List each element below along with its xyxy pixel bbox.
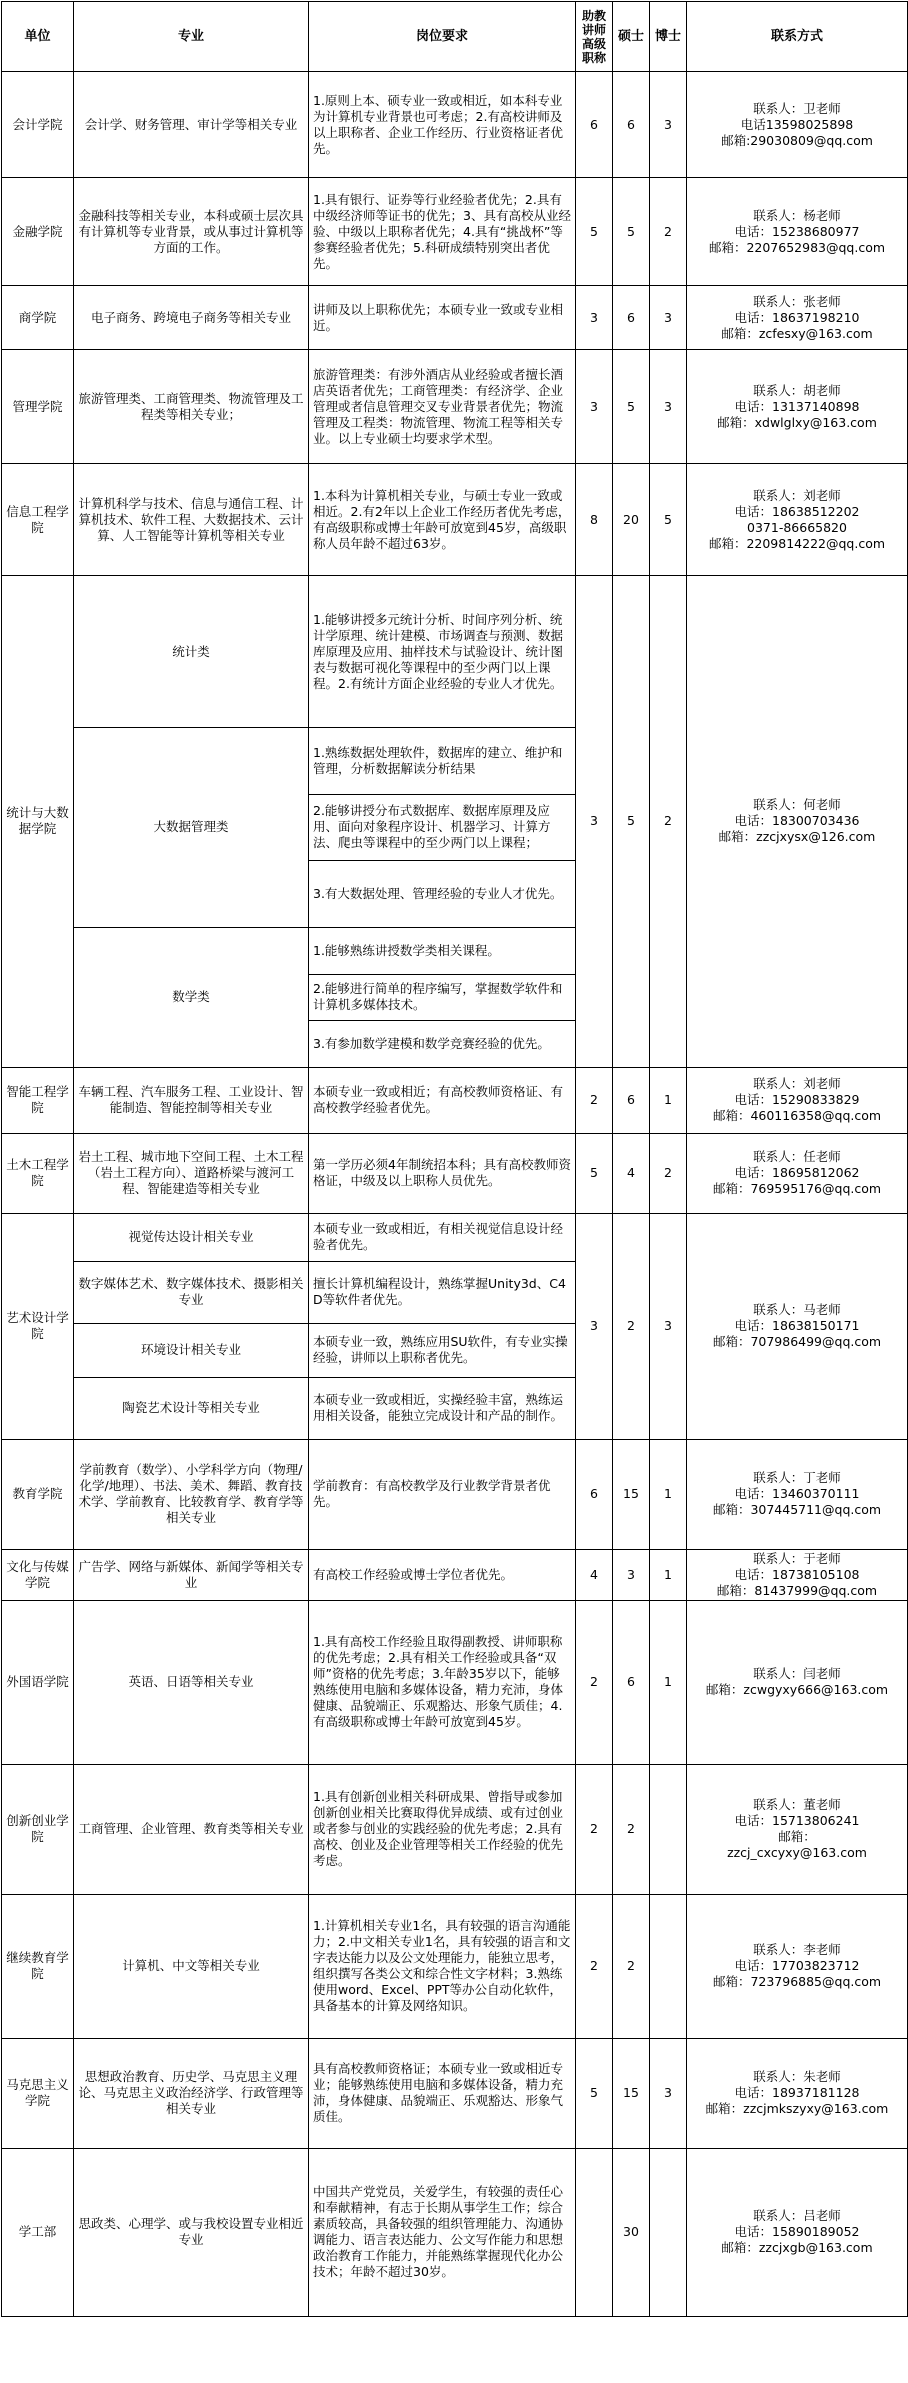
master-count-cell: 6 xyxy=(613,1067,650,1133)
major-cell: 工商管理、企业管理、教育类等相关专业 xyxy=(74,1764,309,1894)
header-major: 专业 xyxy=(74,2,309,72)
phd-count-cell: 2 xyxy=(650,178,687,286)
phd-count-cell: 1 xyxy=(650,1549,687,1600)
requirements-cell: 2.能够进行简单的程序编写，掌握数学软件和计算机多媒体技术。 xyxy=(309,974,576,1021)
phd-count-cell: 1 xyxy=(650,1600,687,1764)
major-cell: 英语、日语等相关专业 xyxy=(74,1600,309,1764)
contact-line: 电话：15713806241 xyxy=(734,1813,860,1829)
requirements-cell: 1.原则上本、硕专业一致或相近，如本科专业为计算机专业背景也可考虑；2.有高校讲师及以上职称者、企业工作经历、行业资格证者优先。 xyxy=(309,72,576,178)
phd-count-cell xyxy=(650,1764,687,1894)
contact-line: 邮箱：307445711@qq.com xyxy=(712,1502,882,1518)
lecturer-count-cell: 2 xyxy=(576,1764,613,1894)
contact-line: 邮箱：xdwlglxy@163.com xyxy=(717,414,877,430)
requirements-cell: 旅游管理类：有涉外酒店从业经验或者擅长酒店英语者优先；工商管理类：有经济学、企业管理或者信息管理交叉专业背景者优先；物流管理及工程类：物流管理、物流工程等相关专业。以上专业硕士均要求学术型。 xyxy=(309,350,576,464)
contact-line: 电话：18637198210 xyxy=(734,309,860,325)
lecturer-count-cell xyxy=(576,2148,613,2316)
recruitment-table xyxy=(1,1,908,2317)
header-lecturer: 助教讲师高级职称 xyxy=(576,2,613,72)
master-count-cell: 6 xyxy=(613,1600,650,1764)
unit-cell: 外国语学院 xyxy=(2,1600,74,1764)
contact-line: 邮箱：zcwgyxy666@163.com xyxy=(705,1682,889,1698)
major-cell: 车辆工程、汽车服务工程、工业设计、智能制造、智能控制等相关专业 xyxy=(74,1067,309,1133)
contact-line: 邮箱：zcfesxy@163.com xyxy=(721,325,873,341)
contact-line: 邮箱：723796885@qq.com xyxy=(712,1974,882,1990)
table-row xyxy=(2,464,908,576)
requirements-cell: 本硕专业一致或相近，实操经验丰富，熟练运用相关设备，能独立完成设计和产品的制作。 xyxy=(309,1377,576,1439)
requirements-cell: 本硕专业一致，熟练应用SU软件，有专业实操经验，讲师以上职称者优先。 xyxy=(309,1323,576,1377)
unit-cell: 土木工程学院 xyxy=(2,1133,74,1213)
contact-line: 邮箱：zzcjxgb@163.com xyxy=(721,2240,873,2256)
lecturer-count-cell: 2 xyxy=(576,1894,613,2038)
contact-line: 邮箱：2209814222@qq.com xyxy=(708,535,886,551)
table-row xyxy=(2,1764,908,1894)
contact-cell xyxy=(687,178,908,286)
contact-line: 电话：15290833829 xyxy=(734,1092,860,1108)
unit-cell: 学工部 xyxy=(2,2148,74,2316)
major-cell: 数学类 xyxy=(74,927,309,1067)
contact-line: 电话：15238680977 xyxy=(734,223,860,239)
unit-cell: 会计学院 xyxy=(2,72,74,178)
contact-line: 邮箱：2207652983@qq.com xyxy=(708,239,886,255)
contact-line: 联系人：吕老师 xyxy=(753,2208,841,2224)
lecturer-count-cell: 5 xyxy=(576,2038,613,2148)
contact-line: 0371-86665820 xyxy=(747,519,847,535)
requirements-cell: 本硕专业一致或相近；有高校教师资格证、有高校教学经验者优先。 xyxy=(309,1067,576,1133)
table-row xyxy=(2,576,908,728)
contact-line: 邮箱：707986499@qq.com xyxy=(712,1334,882,1350)
major-cell: 计算机、中文等相关专业 xyxy=(74,1894,309,2038)
major-cell: 广告学、网络与新媒体、新闻学等相关专业 xyxy=(74,1549,309,1600)
major-cell: 大数据管理类 xyxy=(74,728,309,928)
contact-line: 联系人：李老师 xyxy=(753,1942,841,1958)
contact-cell xyxy=(687,464,908,576)
contact-line: 联系人：于老师 xyxy=(753,1550,841,1566)
master-count-cell: 6 xyxy=(613,286,650,350)
requirements-cell: 1.具有银行、证券等行业经验者优先；2.具有中级经济师等证书的优先；3、具有高校从业经验、中级以上职称者优先；4.具有“挑战杯”等参赛经验者优先；5.科研成绩特别突出者优先。 xyxy=(309,178,576,286)
requirements-cell: 中国共产党党员，关爱学生，有较强的责任心和奉献精神，有志于长期从事学生工作；综合素质较高，具备较强的组织管理能力、沟通协调能力、语言表达能力、公文写作能力和思想政治教育工作能力，并能熟练掌握现代化办公技术；年龄不超过30岁。 xyxy=(309,2148,576,2316)
contact-cell xyxy=(687,1764,908,1894)
master-count-cell: 2 xyxy=(613,1764,650,1894)
table-row xyxy=(2,1549,908,1600)
contact-line: 联系人：董老师 xyxy=(753,1797,841,1813)
unit-cell: 文化与传媒学院 xyxy=(2,1549,74,1600)
major-cell: 视觉传达设计相关专业 xyxy=(74,1213,309,1261)
requirements-cell: 有高校工作经验或博士学位者优先。 xyxy=(309,1549,576,1600)
requirements-cell: 1.具有创新创业相关科研成果、曾指导或参加创新创业相关比赛取得优异成绩、或有过创业或者参与创业的实践经验的优先考虑；2.具有高校、创业及企业管理等相关工作经验的优先考虑。 xyxy=(309,1764,576,1894)
contact-cell xyxy=(687,1549,908,1600)
contact-cell xyxy=(687,1894,908,2038)
major-cell: 学前教育（数学）、小学科学方向（物理/化学/地理）、书法、美术、舞蹈、教育技术学、学前教育、比较教育学、教育学等相关专业 xyxy=(74,1439,309,1549)
contact-line: 联系人：闫老师 xyxy=(753,1666,841,1682)
major-cell: 陶瓷艺术设计等相关专业 xyxy=(74,1377,309,1439)
contact-line: 邮箱： xyxy=(778,1829,816,1845)
contact-cell xyxy=(687,350,908,464)
major-cell: 旅游管理类、工商管理类、物流管理及工程类等相关专业； xyxy=(74,350,309,464)
contact-line: 联系人：刘老师 xyxy=(753,1076,841,1092)
contact-line: 联系人：张老师 xyxy=(753,293,841,309)
requirements-cell: 3.有大数据处理、管理经验的专业人才优先。 xyxy=(309,861,576,928)
requirements-cell: 本硕专业一致或相近，有相关视觉信息设计经验者优先。 xyxy=(309,1213,576,1261)
contact-line: 联系人：丁老师 xyxy=(753,1470,841,1486)
contact-line: 邮箱:29030809@qq.com xyxy=(721,132,873,148)
master-count-cell: 20 xyxy=(613,464,650,576)
unit-cell: 信息工程学院 xyxy=(2,464,74,576)
requirements-cell: 1.熟练数据处理软件，数据库的建立、维护和管理，分析数据解读分析结果 xyxy=(309,728,576,795)
phd-count-cell: 2 xyxy=(650,576,687,1068)
lecturer-count-cell: 3 xyxy=(576,1213,613,1439)
requirements-cell: 擅长计算机编程设计，熟练掌握Unity3d、C4D等软件者优先。 xyxy=(309,1261,576,1323)
header-row xyxy=(2,2,908,72)
unit-cell: 继续教育学院 xyxy=(2,1894,74,2038)
major-cell: 环境设计相关专业 xyxy=(74,1323,309,1377)
contact-line: 联系人：马老师 xyxy=(753,1302,841,1318)
contact-line: 联系人：朱老师 xyxy=(753,2069,841,2085)
major-cell: 统计类 xyxy=(74,576,309,728)
table-row xyxy=(2,178,908,286)
contact-line: 邮箱：81437999@qq.com xyxy=(716,1582,878,1598)
contact-line: zzcj_cxcyxy@163.com xyxy=(727,1845,867,1861)
phd-count-cell: 1 xyxy=(650,1439,687,1549)
contact-cell xyxy=(687,2038,908,2148)
unit-cell: 智能工程学院 xyxy=(2,1067,74,1133)
requirements-cell: 1.能够讲授多元统计分析、时间序列分析、统计学原理、统计建模、市场调查与预测、数据库原理及应用、抽样技术与试验设计、统计图表与数据可视化等课程中的至少两门以上课程。2.有统计方面企业经验的专业人才优先。 xyxy=(309,576,576,728)
contact-line: 电话：18638150171 xyxy=(734,1318,860,1334)
table-row xyxy=(2,1133,908,1213)
contact-line: 电话：18937181128 xyxy=(734,2085,860,2101)
major-cell: 数字媒体艺术、数字媒体技术、摄影相关专业 xyxy=(74,1261,309,1323)
unit-cell: 商学院 xyxy=(2,286,74,350)
table-body xyxy=(2,72,908,2317)
table-row xyxy=(2,1894,908,2038)
lecturer-count-cell: 5 xyxy=(576,1133,613,1213)
phd-count-cell xyxy=(650,2148,687,2316)
contact-line: 邮箱：769595176@qq.com xyxy=(712,1181,882,1197)
contact-line: 联系人：刘老师 xyxy=(753,487,841,503)
contact-cell xyxy=(687,1213,908,1439)
requirements-cell: 3.有参加数学建模和数学竞赛经验的优先。 xyxy=(309,1021,576,1068)
header-phd: 博士 xyxy=(650,2,687,72)
phd-count-cell xyxy=(650,1894,687,2038)
table-row xyxy=(2,2038,908,2148)
table-row xyxy=(2,2148,908,2316)
table-row xyxy=(2,1600,908,1764)
phd-count-cell: 3 xyxy=(650,72,687,178)
phd-count-cell: 3 xyxy=(650,2038,687,2148)
major-cell: 电子商务、跨境电子商务等相关专业 xyxy=(74,286,309,350)
requirements-cell: 学前教育：有高校教学及行业教学背景者优先。 xyxy=(309,1439,576,1549)
contact-cell xyxy=(687,576,908,1068)
master-count-cell: 5 xyxy=(613,350,650,464)
unit-cell: 教育学院 xyxy=(2,1439,74,1549)
table-row xyxy=(2,286,908,350)
phd-count-cell: 2 xyxy=(650,1133,687,1213)
header-requirements: 岗位要求 xyxy=(309,2,576,72)
major-cell: 岩土工程、城市地下空间工程、土木工程（岩土工程方向）、道路桥梁与渡河工程、智能建造等相关专业 xyxy=(74,1133,309,1213)
phd-count-cell: 1 xyxy=(650,1067,687,1133)
lecturer-count-cell: 3 xyxy=(576,286,613,350)
header-unit: 单位 xyxy=(2,2,74,72)
major-cell: 会计学、财务管理、审计学等相关专业 xyxy=(74,72,309,178)
requirements-cell: 1.能够熟练讲授数学类相关课程。 xyxy=(309,927,576,974)
contact-line: 联系人：胡老师 xyxy=(753,382,841,398)
master-count-cell: 15 xyxy=(613,1439,650,1549)
phd-count-cell: 3 xyxy=(650,286,687,350)
table-row xyxy=(2,72,908,178)
contact-line: 电话：18738105108 xyxy=(734,1566,860,1582)
contact-cell xyxy=(687,1600,908,1764)
contact-cell xyxy=(687,1439,908,1549)
major-cell: 思政类、心理学、或与我校设置专业相近专业 xyxy=(74,2148,309,2316)
requirements-cell: 1.计算机相关专业1名，具有较强的语言沟通能力；2.中文相关专业1名，具有较强的语言和文字表达能力以及公文处理能力，能独立思考，组织撰写各类公文和综合性文字材料；3.熟练使用word、Excel、PPT等办公自动化软件，具备基本的计算及网络知识。 xyxy=(309,1894,576,2038)
lecturer-count-cell: 3 xyxy=(576,350,613,464)
lecturer-count-cell: 2 xyxy=(576,1600,613,1764)
contact-cell xyxy=(687,1067,908,1133)
requirements-cell: 具有高校教师资格证；本硕专业一致或相近专业；能够熟练使用电脑和多媒体设备，精力充沛，身体健康、品貌端正、乐观豁达、形象气质佳。 xyxy=(309,2038,576,2148)
requirements-cell: 讲师及以上职称优先；本硕专业一致或专业相近。 xyxy=(309,286,576,350)
major-cell: 金融科技等相关专业，本科或硕士层次具有计算机等专业背景，或从事过计算机等方面的工作。 xyxy=(74,178,309,286)
master-count-cell: 2 xyxy=(613,1213,650,1439)
table-row xyxy=(2,350,908,464)
requirements-cell: 1.本科为计算机相关专业，与硕士专业一致或相近。2.有2年以上企业工作经历者优先考虑，有高级职称或博士年龄可放宽到45岁，高级职称人员年龄不超过63岁。 xyxy=(309,464,576,576)
lecturer-count-cell: 2 xyxy=(576,1067,613,1133)
master-count-cell: 3 xyxy=(613,1549,650,1600)
contact-line: 联系人：任老师 xyxy=(753,1149,841,1165)
contact-line: 联系人：卫老师 xyxy=(753,100,841,116)
master-count-cell: 6 xyxy=(613,72,650,178)
contact-cell xyxy=(687,2148,908,2316)
master-count-cell: 30 xyxy=(613,2148,650,2316)
requirements-cell: 第一学历必须4年制统招本科；具有高校教师资格证，中级及以上职称人员优先。 xyxy=(309,1133,576,1213)
contact-line: 邮箱：460116358@qq.com xyxy=(712,1108,882,1124)
contact-line: 电话：13460370111 xyxy=(734,1486,860,1502)
phd-count-cell: 3 xyxy=(650,1213,687,1439)
unit-cell: 统计与大数据学院 xyxy=(2,576,74,1068)
master-count-cell: 2 xyxy=(613,1894,650,2038)
major-cell: 思想政治教育、历史学、马克思主义理论、马克思主义政治经济学、行政管理等相关专业 xyxy=(74,2038,309,2148)
lecturer-count-cell: 4 xyxy=(576,1549,613,1600)
master-count-cell: 5 xyxy=(613,576,650,1068)
contact-line: 电话：15890189052 xyxy=(734,2224,860,2240)
contact-cell xyxy=(687,72,908,178)
table-row xyxy=(2,1213,908,1261)
unit-cell: 马克思主义学院 xyxy=(2,2038,74,2148)
unit-cell: 创新创业学院 xyxy=(2,1764,74,1894)
contact-line: 电话：18638512202 xyxy=(734,503,860,519)
unit-cell: 艺术设计学院 xyxy=(2,1213,74,1439)
contact-line: 电话：17703823712 xyxy=(734,1958,860,1974)
phd-count-cell: 3 xyxy=(650,350,687,464)
contact-line: 邮箱：zzcjmkszyxy@163.com xyxy=(705,2101,889,2117)
contact-line: 电话：18300703436 xyxy=(734,813,860,829)
lecturer-count-cell: 6 xyxy=(576,72,613,178)
contact-line: 联系人：何老师 xyxy=(753,797,841,813)
contact-line: 电话：13137140898 xyxy=(734,398,860,414)
contact-line: 联系人：杨老师 xyxy=(753,207,841,223)
lecturer-count-cell: 5 xyxy=(576,178,613,286)
header-master: 硕士 xyxy=(613,2,650,72)
contact-line: 电话：18695812062 xyxy=(734,1165,860,1181)
major-cell: 计算机科学与技术、信息与通信工程、计算机技术、软件工程、大数据技术、云计算、人工智能等计算机等相关专业 xyxy=(74,464,309,576)
header-contact: 联系方式 xyxy=(687,2,908,72)
master-count-cell: 4 xyxy=(613,1133,650,1213)
contact-cell xyxy=(687,286,908,350)
unit-cell: 金融学院 xyxy=(2,178,74,286)
lecturer-count-cell: 8 xyxy=(576,464,613,576)
master-count-cell: 15 xyxy=(613,2038,650,2148)
unit-cell: 管理学院 xyxy=(2,350,74,464)
contact-line: 电话13598025898 xyxy=(740,116,854,132)
phd-count-cell: 5 xyxy=(650,464,687,576)
requirements-cell: 1.具有高校工作经验且取得副教授、讲师职称的优先考虑；2.具有相关工作经验或具备“双师”资格的优先考虑；3.年龄35岁以下，能够熟练使用电脑和多媒体设备，精力充沛，身体健康、品貌端正、乐观豁达、形象气质佳；4.有高级职称或博士年龄可放宽到45岁。 xyxy=(309,1600,576,1764)
table-row xyxy=(2,1439,908,1549)
lecturer-count-cell: 3 xyxy=(576,576,613,1068)
contact-line: 邮箱：zzcjxysx@126.com xyxy=(718,829,876,845)
requirements-cell: 2.能够讲授分布式数据库、数据库原理及应用、面向对象程序设计、机器学习、计算方法、爬虫等课程中的至少两门以上课程； xyxy=(309,794,576,861)
contact-cell xyxy=(687,1133,908,1213)
lecturer-count-cell: 6 xyxy=(576,1439,613,1549)
table-row xyxy=(2,1067,908,1133)
master-count-cell: 5 xyxy=(613,178,650,286)
